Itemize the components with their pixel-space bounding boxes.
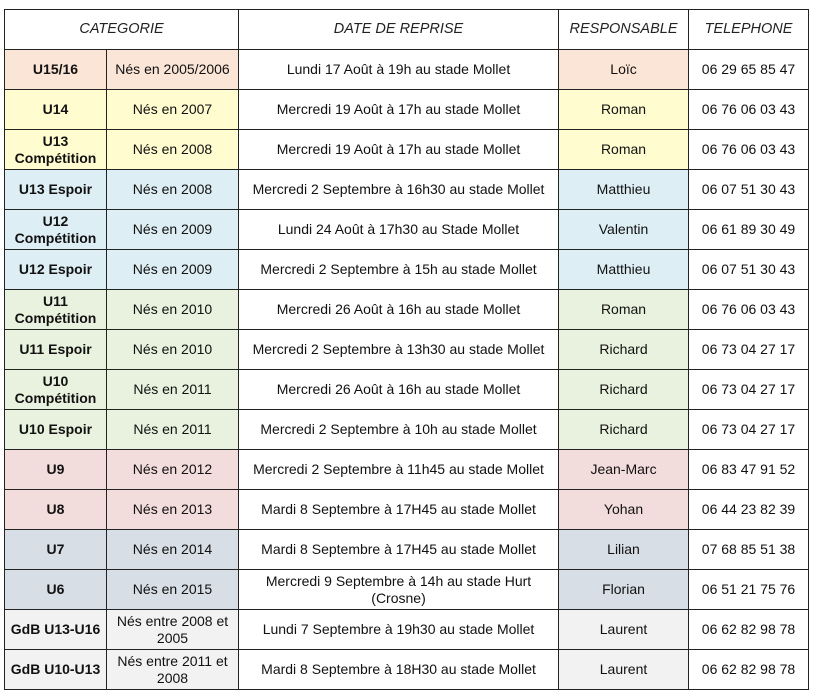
telephone-cell: 07 68 85 51 38 [689, 530, 809, 570]
header-telephone: TELEPHONE [689, 10, 809, 50]
table-body [5, 50, 809, 690]
reprise-date-cell: Lundi 24 Août à 17h30 au Stade Mollet [239, 210, 559, 250]
telephone-cell: 06 07 51 30 43 [689, 170, 809, 210]
category-cell: U6 [5, 570, 107, 610]
telephone-cell: 06 29 65 85 47 [689, 50, 809, 90]
telephone-cell: 06 73 04 27 17 [689, 370, 809, 410]
reprise-date-cell: Mercredi 2 Septembre à 13h30 au stade Mollet [239, 330, 559, 370]
telephone-cell: 06 51 21 75 76 [689, 570, 809, 610]
birth-years-cell: Nés en 2008 [107, 170, 239, 210]
telephone-cell: 06 07 51 30 43 [689, 250, 809, 290]
table-row [5, 250, 809, 290]
responsable-cell: Roman [559, 90, 689, 130]
birth-years-cell: Nés en 2005/2006 [107, 50, 239, 90]
birth-years-cell: Nés en 2010 [107, 330, 239, 370]
telephone-cell: 06 44 23 82 39 [689, 490, 809, 530]
responsable-cell: Valentin [559, 210, 689, 250]
table-row [5, 170, 809, 210]
telephone-cell: 06 83 47 91 52 [689, 450, 809, 490]
table-row [5, 210, 809, 250]
category-cell: U10 Espoir [5, 410, 107, 450]
table-row [5, 490, 809, 530]
reprise-date-cell: Lundi 17 Août à 19h au stade Mollet [239, 50, 559, 90]
telephone-cell: 06 73 04 27 17 [689, 410, 809, 450]
table-row [5, 90, 809, 130]
telephone-cell: 06 76 06 03 43 [689, 90, 809, 130]
responsable-cell: Richard [559, 370, 689, 410]
responsable-cell: Matthieu [559, 250, 689, 290]
header-row [5, 10, 809, 50]
category-cell: U10 Compétition [5, 370, 107, 410]
category-cell: U13 Compétition [5, 130, 107, 170]
birth-years-cell: Nés en 2007 [107, 90, 239, 130]
table-row [5, 290, 809, 330]
category-cell: U7 [5, 530, 107, 570]
birth-years-cell: Nés en 2013 [107, 490, 239, 530]
reprise-date-cell: Mercredi 2 Septembre à 16h30 au stade Mollet [239, 170, 559, 210]
reprise-date-cell: Mardi 8 Septembre à 17H45 au stade Mollet [239, 490, 559, 530]
category-cell: U9 [5, 450, 107, 490]
reprise-date-cell: Mercredi 2 Septembre à 15h au stade Mollet [239, 250, 559, 290]
reprise-date-cell: Mardi 8 Septembre à 18H30 au stade Mollet [239, 650, 559, 690]
category-cell: U11 Espoir [5, 330, 107, 370]
responsable-cell: Yohan [559, 490, 689, 530]
table-row [5, 530, 809, 570]
responsable-cell: Laurent [559, 650, 689, 690]
table-row [5, 370, 809, 410]
category-cell: U11 Compétition [5, 290, 107, 330]
category-cell: GdB U10-U13 [5, 650, 107, 690]
reprise-date-cell: Mercredi 2 Septembre à 10h au stade Mollet [239, 410, 559, 450]
table-row [5, 50, 809, 90]
birth-years-cell: Nés en 2011 [107, 410, 239, 450]
birth-years-cell: Nés en 2009 [107, 210, 239, 250]
table-row [5, 570, 809, 610]
reprise-date-cell: Mardi 8 Septembre à 17H45 au stade Mollet [239, 530, 559, 570]
table-row [5, 450, 809, 490]
header-responsable: RESPONSABLE [559, 10, 689, 50]
responsable-cell: Richard [559, 410, 689, 450]
reprise-date-cell: Mercredi 19 Août à 17h au stade Mollet [239, 130, 559, 170]
telephone-cell: 06 76 06 03 43 [689, 290, 809, 330]
responsable-cell: Roman [559, 130, 689, 170]
category-cell: U14 [5, 90, 107, 130]
header-categorie: CATEGORIE [5, 10, 239, 50]
birth-years-cell: Nés en 2010 [107, 290, 239, 330]
responsable-cell: Jean-Marc [559, 450, 689, 490]
telephone-cell: 06 76 06 03 43 [689, 130, 809, 170]
table-row [5, 610, 809, 650]
table-row [5, 330, 809, 370]
category-cell: U12 Compétition [5, 210, 107, 250]
reprise-date-cell: Mercredi 19 Août à 17h au stade Mollet [239, 90, 559, 130]
reprise-date-cell: Mercredi 9 Septembre à 14h au stade Hurt (Crosne) [239, 570, 559, 610]
responsable-cell: Lilian [559, 530, 689, 570]
birth-years-cell: Nés en 2009 [107, 250, 239, 290]
birth-years-cell: Nés en 2008 [107, 130, 239, 170]
category-cell: U15/16 [5, 50, 107, 90]
reprise-date-cell: Mercredi 26 Août à 16h au stade Mollet [239, 370, 559, 410]
responsable-cell: Richard [559, 330, 689, 370]
responsable-cell: Loïc [559, 50, 689, 90]
table-row [5, 410, 809, 450]
reprise-date-cell: Mercredi 26 Août à 16h au stade Mollet [239, 290, 559, 330]
table-row [5, 650, 809, 690]
category-cell: U8 [5, 490, 107, 530]
birth-years-cell: Nés entre 2008 et 2005 [107, 610, 239, 650]
telephone-cell: 06 62 82 98 78 [689, 650, 809, 690]
birth-years-cell: Nés en 2015 [107, 570, 239, 610]
responsable-cell: Laurent [559, 610, 689, 650]
birth-years-cell: Nés en 2014 [107, 530, 239, 570]
reprise-date-cell: Mercredi 2 Septembre à 11h45 au stade Mollet [239, 450, 559, 490]
category-cell: U12 Espoir [5, 250, 107, 290]
responsable-cell: Matthieu [559, 170, 689, 210]
responsable-cell: Florian [559, 570, 689, 610]
responsable-cell: Roman [559, 290, 689, 330]
category-cell: GdB U13-U16 [5, 610, 107, 650]
reprise-date-cell: Lundi 7 Septembre à 19h30 au stade Mollet [239, 610, 559, 650]
telephone-cell: 06 73 04 27 17 [689, 330, 809, 370]
category-cell: U13 Espoir [5, 170, 107, 210]
telephone-cell: 06 61 89 30 49 [689, 210, 809, 250]
birth-years-cell: Nés entre 2011 et 2008 [107, 650, 239, 690]
reprise-schedule-table [4, 9, 809, 690]
table-row [5, 130, 809, 170]
header-date: DATE DE REPRISE [239, 10, 559, 50]
birth-years-cell: Nés en 2011 [107, 370, 239, 410]
birth-years-cell: Nés en 2012 [107, 450, 239, 490]
telephone-cell: 06 62 82 98 78 [689, 610, 809, 650]
